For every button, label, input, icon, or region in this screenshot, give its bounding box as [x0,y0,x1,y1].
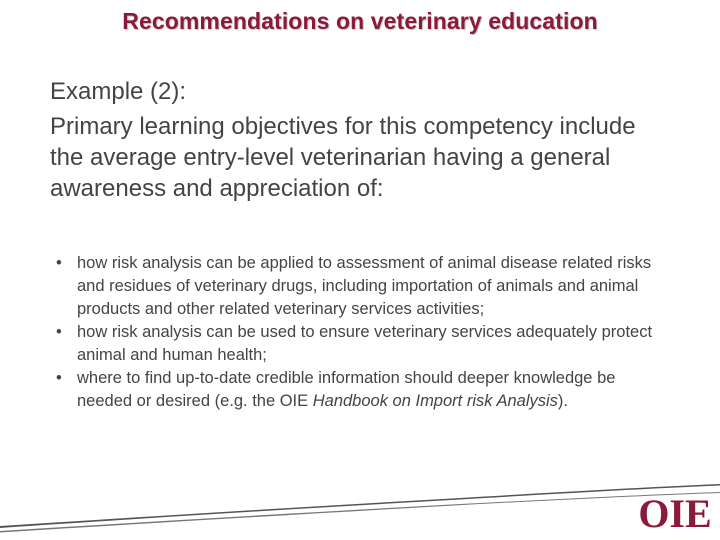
bullet-text-after: ). [557,392,568,410]
slide-title: Recommendations on veterinary education [122,8,598,34]
logo-text: OIE [638,491,712,534]
swoosh-line-lower [0,492,720,533]
bullet-list [50,252,670,413]
intro-block [50,76,670,204]
oie-logo-icon [634,490,716,534]
footer-swoosh [0,455,720,540]
bullet-dot: • [56,369,62,387]
bullet-text: how risk analysis can be used to ensure veterinary services adequately protect animal and human health; [77,323,653,364]
intro-body: Primary learning objectives for this competency include the average entry-level veterinarian having a general awareness and appreciation of: [50,113,636,202]
handbook-title: Handbook on Import risk Analysis [312,392,558,410]
bullet-dot: • [56,254,62,272]
intro-heading: Example (2): [50,78,187,105]
bullet-text-before: where to find up-to-date credible information should deeper knowledge be needed or desired (e.g. the OIE [77,369,616,410]
bullet-dot: • [56,323,62,341]
bullet-item [50,252,670,321]
swoosh-line-upper [0,484,720,528]
bullet-text: how risk analysis can be applied to assessment of animal disease related risks and residues of veterinary drugs, including importation of animals and animal products and other related veterinary services activities; [77,254,652,318]
bullet-item [50,321,670,367]
bullet-item [50,367,670,413]
